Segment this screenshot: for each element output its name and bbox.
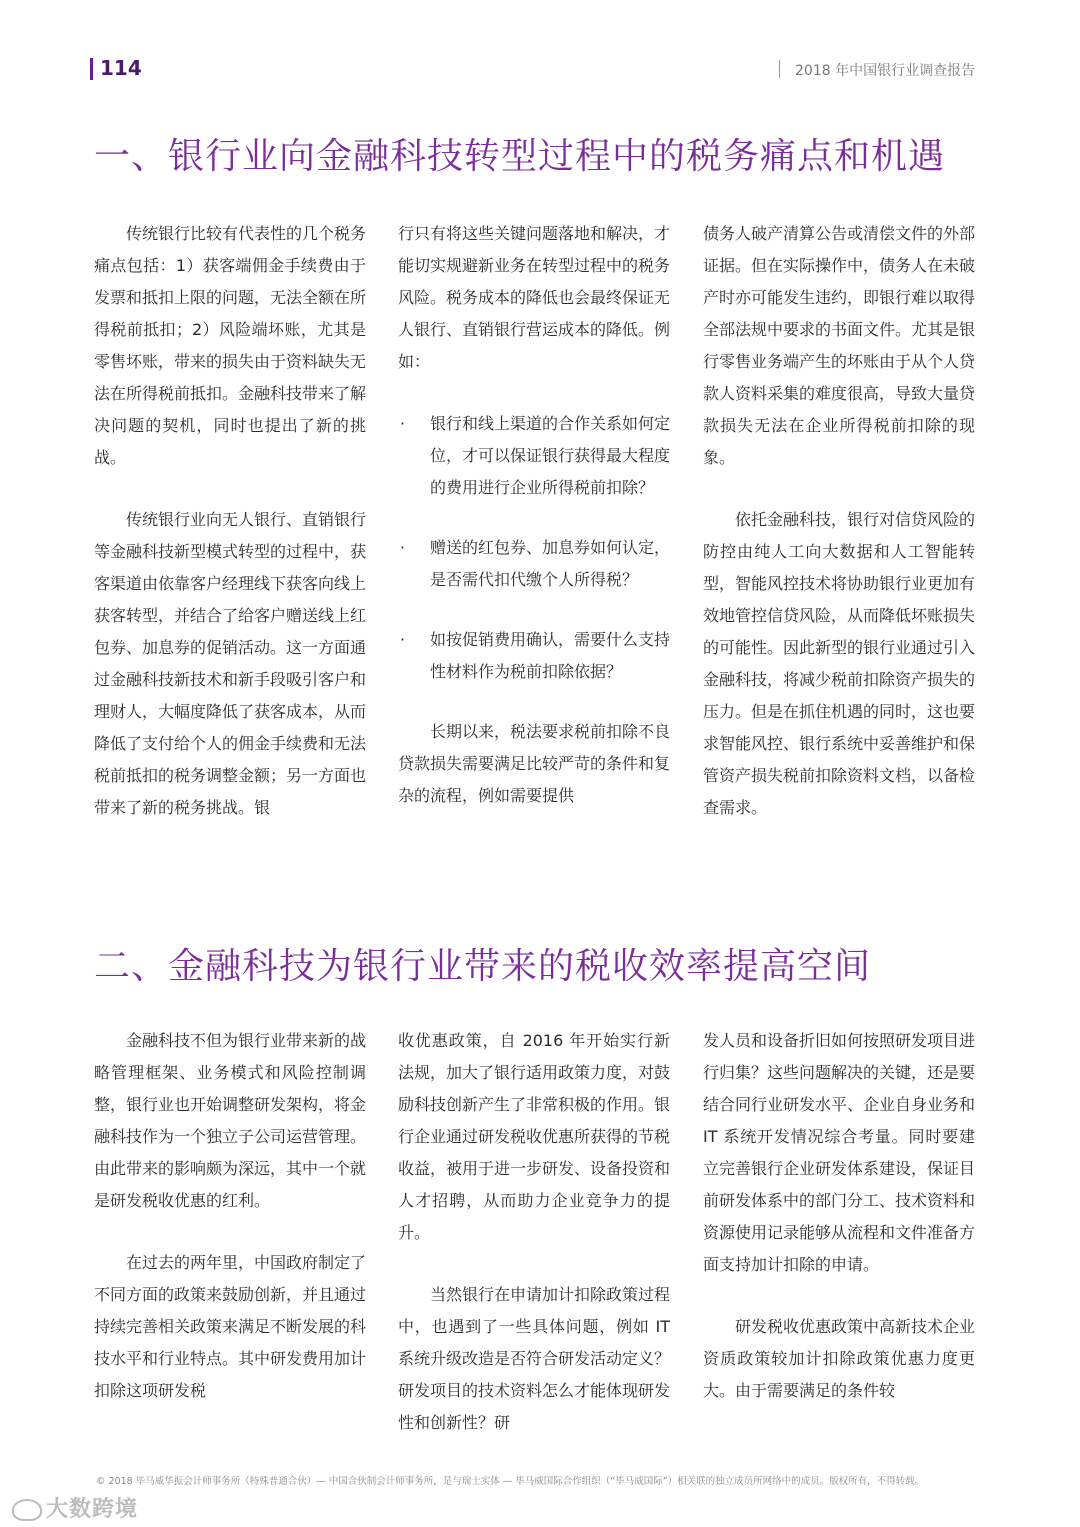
section-2-column-1 — [94, 1025, 366, 1437]
paragraph: 传统银行业向无人银行、直销银行等金融科技新型模式转型的过程中，获客渠道由依靠客户经理线下获客向线上获客转型，并结合了给客户赠送线上红包券、加息券的促销活动。这一方面通过金融科技新技术和新手段吸引客户和理财人，大幅度降低了获客成本，从而降低了支付给个人的佣金手续费和无法税前抵扣的税务调整金额；另一方面也带来了新的税务挑战。银 — [94, 510, 367, 817]
report-title: 2018 年中国银行业调查报告 — [795, 63, 976, 79]
header-divider — [779, 60, 780, 78]
section-2-column-3 — [703, 1025, 975, 1437]
paragraph: 发人员和设备折旧如何按照研发项目进行归集？这些问题解决的关键，还是要结合同行业研发水平、企业自身业务和 IT 系统开发情况综合考量。同时要建立完善银行企业研发体系建设，保证目前研发体系中的部门分工、技术资料和资源使用记录能够从流程和文件准备方面支持加计扣除的申请。 — [703, 1031, 976, 1274]
paragraph: 金融科技不但为银行业带来新的战略管理框架、业务模式和风险控制调整，银行业也开始调整研发架构，将金融科技作为一个独立子公司运营管理。由此带来的影响颇为深远，其中一个就是研发税收优惠的红利。 — [94, 1031, 367, 1210]
bullet-icon: · — [400, 630, 406, 649]
header-accent-bar — [90, 58, 93, 80]
section-1-title: 一、银行业向金融科技转型过程中的税务痛点和机遇 — [94, 136, 946, 177]
paragraph: 收优惠政策，自 2016 年开始实行新法规，加大了银行适用政策力度，对鼓励科技创新产生了非常积极的作用。银行企业通过研发税收优惠所获得的节税收益，被用于进一步研发、设备投资和人才招聘，从而助力企业竞争力的提升。 — [398, 1031, 671, 1242]
paragraph: 长期以来，税法要求税前扣除不良贷款损失需要满足比较严苛的条件和复杂的流程，例如需要提供 — [398, 722, 671, 805]
list-item — [398, 624, 670, 688]
section-2-title: 二、金融科技为银行业带来的税收效率提高空间 — [94, 946, 872, 987]
section-1-column-2 — [398, 218, 670, 842]
watermark — [12, 1492, 138, 1523]
watermark-logo-icon — [12, 1499, 42, 1521]
paragraph: 依托金融科技，银行对信贷风险的防控由纯人工向大数据和人工智能转型，智能风控技术将协助银行业更加有效地管控信贷风险，从而降低坏账损失的可能性。因此新型的银行业通过引入金融科技，将减少税前扣除资产损失的压力。但是在抓住机遇的同时，这也要求智能风控、银行系统中妥善维护和保管资产损失税前扣除资料文档，以备检查需求。 — [703, 510, 976, 817]
paragraph: 在过去的两年里，中国政府制定了不同方面的政策来鼓励创新，并且通过持续完善相关政策来满足不断发展的科技水平和行业特点。其中研发费用加计扣除这项研发税 — [94, 1253, 367, 1400]
list-item-text: 赠送的红包券、加息券如何认定，是否需代扣代缴个人所得税？ — [430, 538, 671, 589]
watermark-text: 大数跨境 — [46, 1497, 139, 1522]
paragraph: 传统银行比较有代表性的几个税务痛点包括：1）获客端佣金手续费由于发票和抵扣上限的问题，无法全额在所得税前抵扣；2）风险端坏账，尤其是零售坏账，带来的损失由于资料缺失无法在所得税前抵扣。金融科技带来了解决问题的契机，同时也提出了新的挑战。 — [94, 224, 367, 467]
page-number: 114 — [100, 56, 142, 80]
paragraph: 行只有将这些关键问题落地和解决，才能切实规避新业务在转型过程中的税务风险。税务成本的降低也会最终保证无人银行、直销银行营运成本的降低。例如： — [398, 224, 671, 371]
paragraph: 债务人破产清算公告或清偿文件的外部证据。但在实际操作中，债务人在未破产时亦可能发生违约，即银行难以取得全部法规中要求的书面文件。尤其是银行零售业务端产生的坏账由于从个人贷款人资料采集的难度很高，导致大量贷款损失无法在企业所得税前扣除的现象。 — [703, 224, 976, 467]
list-item-text: 如按促销费用确认，需要什么支持性材料作为税前扣除依据？ — [430, 630, 671, 681]
section-1-column-1 — [94, 218, 366, 854]
list-item — [398, 408, 670, 504]
paragraph: 研发税收优惠政策中高新技术企业资质政策较加计扣除政策优惠力度更大。由于需要满足的条件较 — [703, 1317, 976, 1400]
list-item — [398, 532, 670, 596]
paragraph: 当然银行在申请加计扣除政策过程中，也遇到了一些具体问题，例如 IT 系统升级改造是否符合研发活动定义？研发项目的技术资料怎么才能体现研发性和创新性？研 — [398, 1285, 671, 1432]
list-item-text: 银行和线上渠道的合作关系如何定位，才可以保证银行获得最大程度的费用进行企业所得税前扣除？ — [430, 414, 671, 497]
section-1-column-3 — [703, 218, 975, 854]
copyright-footer: © 2018 毕马威华振会计师事务所（特殊普通合伙）— 中国合伙制会计师事务所，是与瑞士实体 — 毕马威国际合作组织（“毕马威国际”）相关联的独立成员所网络中的成员。版权所有，不得转载。 — [96, 1476, 925, 1487]
bullet-icon: · — [400, 538, 406, 557]
bullet-icon: · — [400, 414, 406, 433]
section-2-column-2 — [398, 1025, 670, 1469]
